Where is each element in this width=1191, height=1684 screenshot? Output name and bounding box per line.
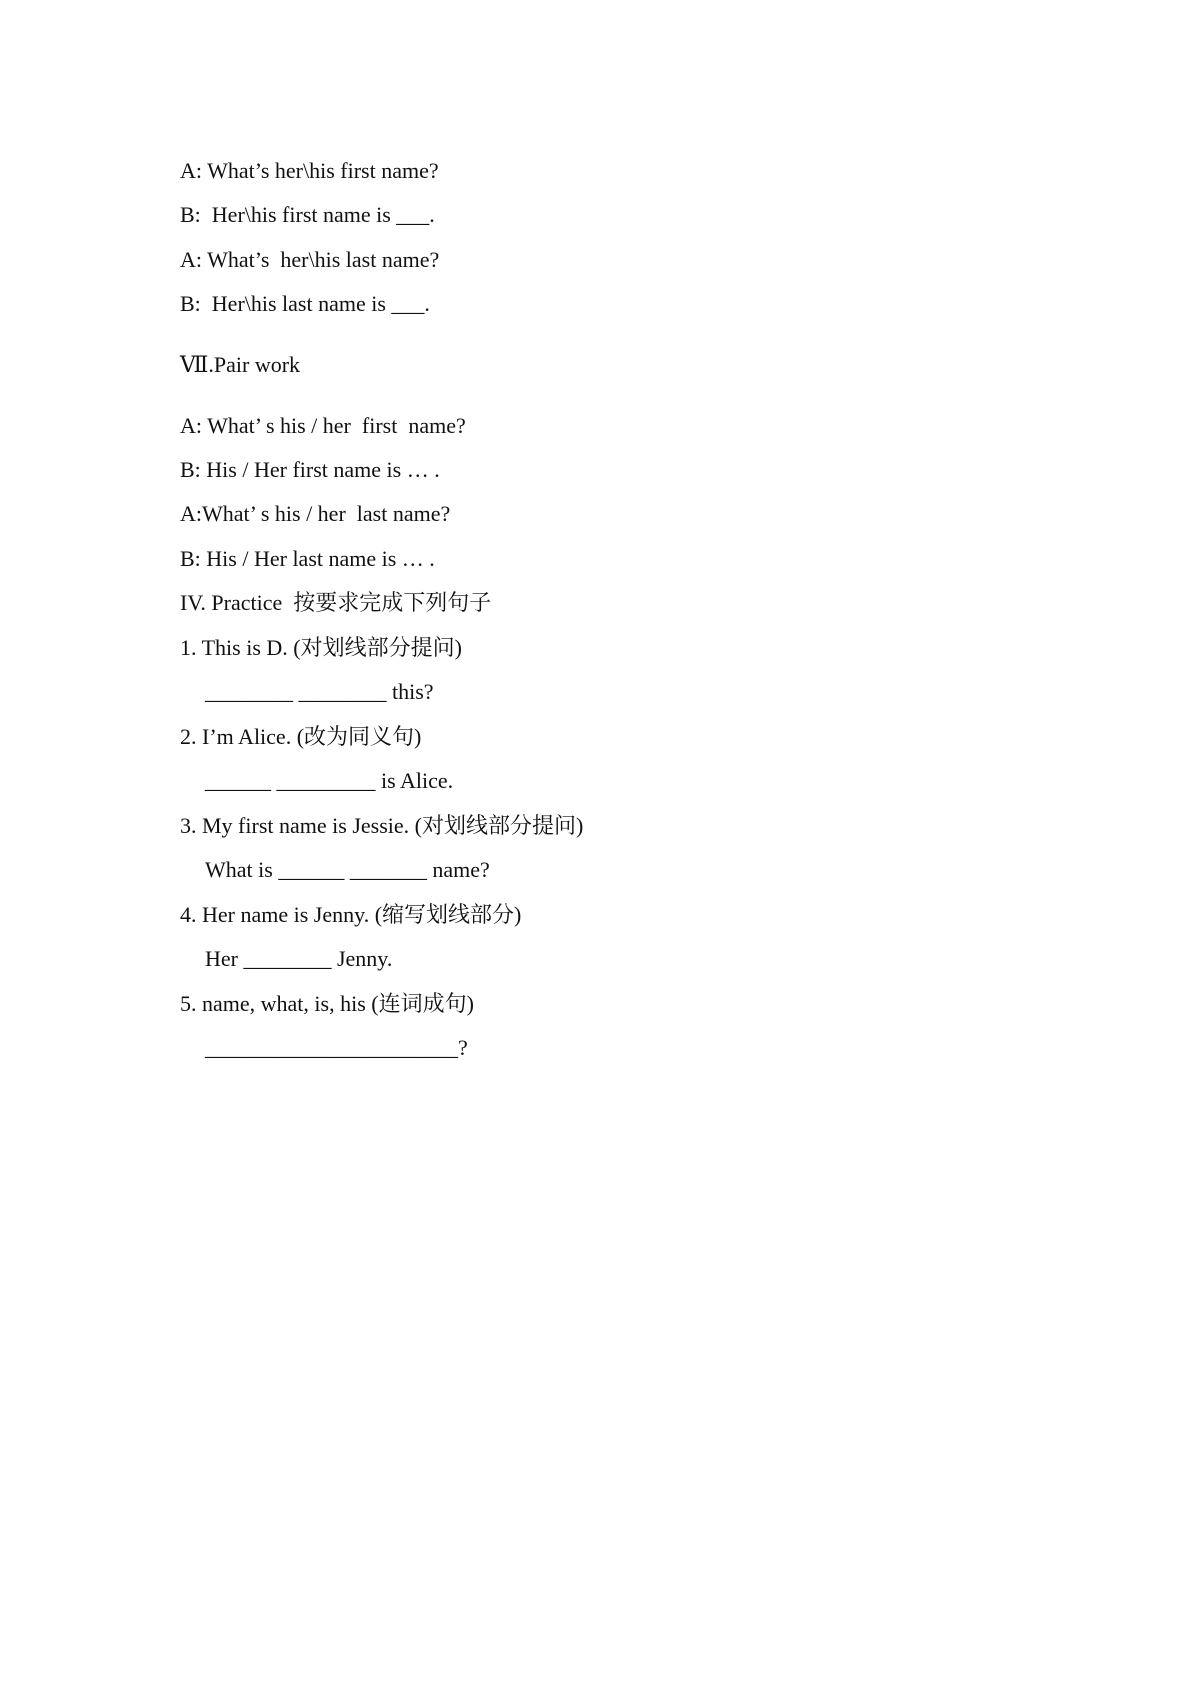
practice-question: 1. This is D. (对划线部分提问) <box>180 635 462 660</box>
pair-work-heading: Ⅶ.Pair work <box>180 352 301 377</box>
practice-question: 3. My first name is Jessie. (对划线部分提问) <box>180 813 584 838</box>
practice-answer: ________ ________ this? <box>205 679 434 704</box>
practice-question: 5. name, what, is, his (连词成句) <box>180 991 474 1016</box>
practice-answer: _______________________? <box>205 1035 468 1060</box>
pair-work-line: B: His / Her first name is … . <box>180 457 440 482</box>
pair-work-line: A: What’ s his / her first name? <box>180 413 466 438</box>
dialogue-line: B: Her\his first name is ___. <box>180 202 435 227</box>
pair-work-line: A:What’ s his / her last name? <box>180 501 451 526</box>
pair-work-line: B: His / Her last name is … . <box>180 546 435 571</box>
practice-answer: Her ________ Jenny. <box>205 946 393 971</box>
practice-question: 2. I’m Alice. (改为同义句) <box>180 724 422 749</box>
practice-heading: IV. Practice 按要求完成下列句子 <box>180 590 492 615</box>
dialogue-line: B: Her\his last name is ___. <box>180 291 430 316</box>
practice-answer: What is ______ _______ name? <box>205 857 490 882</box>
practice-question: 4. Her name is Jenny. (缩写划线部分) <box>180 902 522 927</box>
dialogue-line: A: What’s her\his last name? <box>180 247 440 272</box>
dialogue-line: A: What’s her\his first name? <box>180 158 439 183</box>
practice-answer: ______ _________ is Alice. <box>205 768 454 793</box>
